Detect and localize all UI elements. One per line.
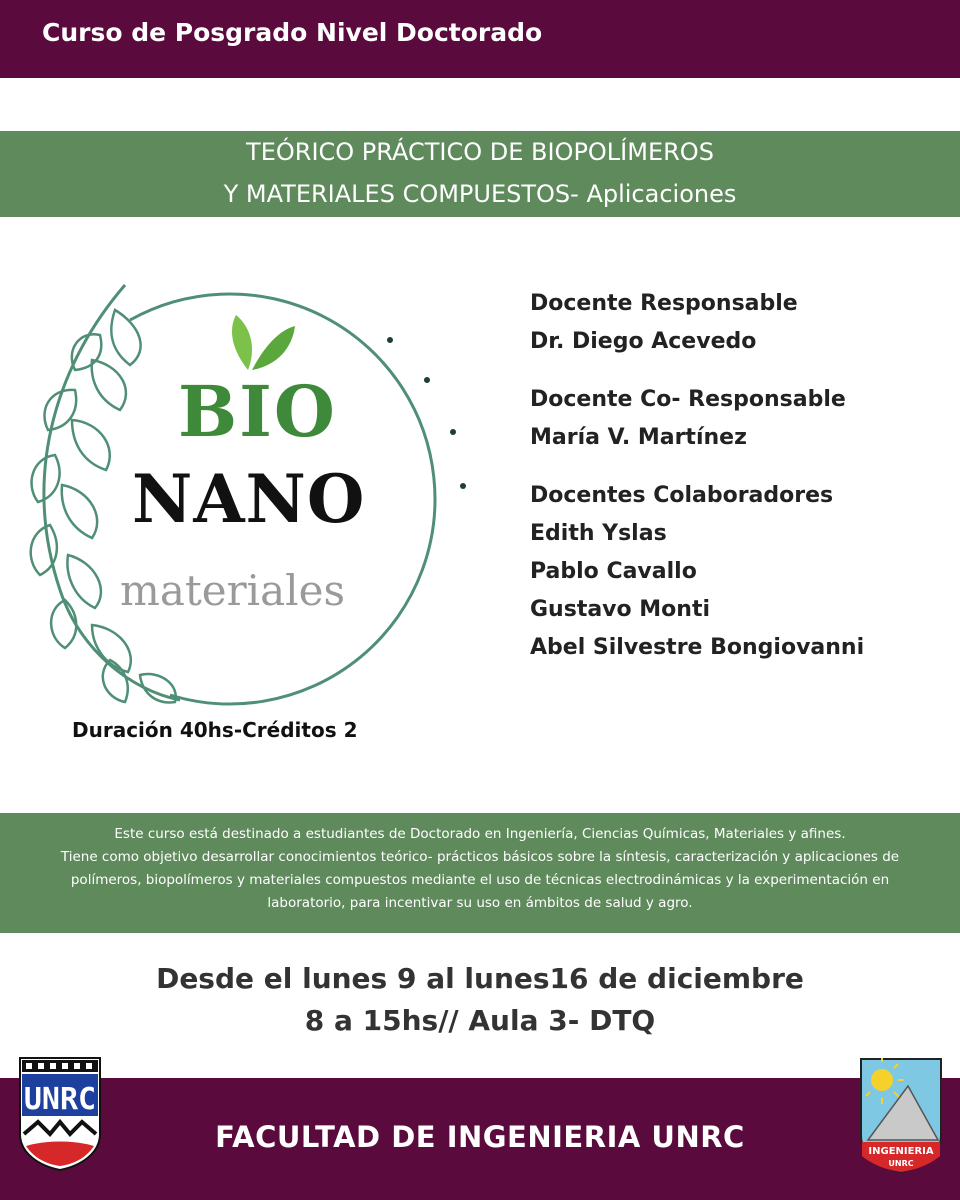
description-line: Tiene como objetivo desarrollar conocimientos teórico- prácticos básicos sobre la síntesis, caracterización y aplicaciones de: [60, 849, 900, 865]
ingenieria-shield-logo: [858, 1056, 944, 1176]
collaborator-name: Edith Yslas: [530, 521, 667, 546]
course-title-banner: [0, 131, 960, 217]
co-responsible-label: Docente Co- Responsable: [530, 387, 846, 412]
collaborators-group: [530, 477, 864, 667]
description-line: laboratorio, para incentivar su uso en ámbitos de salud y agro.: [267, 895, 693, 911]
svg-text:UNRC: UNRC: [23, 1082, 97, 1117]
course-level-label: Curso de Posgrado Nivel Doctorado: [42, 18, 543, 47]
staff-list: [530, 285, 864, 687]
schedule-dates: Desde el lunes 9 al lunes16 de diciembre: [156, 962, 804, 995]
description-line: polímeros, biopolímeros y materiales compuestos mediante el uso de técnicas electrodinámicas y la experimentación en: [70, 872, 890, 888]
footer-banner: [0, 1078, 960, 1200]
collaborator-name: Gustavo Monti: [530, 597, 711, 622]
logo-materiales-text: materiales: [120, 566, 345, 615]
svg-text:UNRC: UNRC: [888, 1159, 914, 1168]
logo-nano-text: NANO: [132, 460, 366, 538]
responsible-label: Docente Responsable: [530, 291, 798, 316]
description-line: Este curso está destinado a estudiantes de Doctorado en Ingeniería, Ciencias Químicas, Materiales y afines.: [114, 826, 846, 842]
schedule: [0, 958, 960, 1042]
faculty-label: FACULTAD DE INGENIERIA UNRC: [215, 1120, 745, 1154]
collaborator-name: Abel Silvestre Bongiovanni: [530, 635, 865, 660]
duration-credits: Duración 40hs-Créditos 2: [72, 718, 358, 742]
course-title-line2: Y MATERIALES COMPUESTOS- Aplicaciones: [223, 180, 737, 208]
schedule-time-place: 8 a 15hs// Aula 3- DTQ: [304, 1004, 656, 1037]
unrc-shield-logo: [16, 1054, 104, 1174]
logo-bio-text: BIO: [178, 370, 337, 453]
top-banner: [0, 0, 960, 78]
co-responsible-name: María V. Martínez: [530, 425, 747, 450]
course-description: [0, 813, 960, 933]
svg-text:INGENIERIA: INGENIERIA: [868, 1146, 934, 1157]
collaborator-name: Pablo Cavallo: [530, 559, 697, 584]
collaborators-label: Docentes Colaboradores: [530, 483, 834, 508]
co-responsible-group: [530, 381, 864, 457]
responsible-name: Dr. Diego Acevedo: [530, 329, 757, 354]
responsible-group: [530, 285, 864, 361]
course-title-line1: TEÓRICO PRÁCTICO DE BIOPOLÍMEROS: [246, 138, 714, 166]
bionano-logo: [20, 270, 490, 720]
